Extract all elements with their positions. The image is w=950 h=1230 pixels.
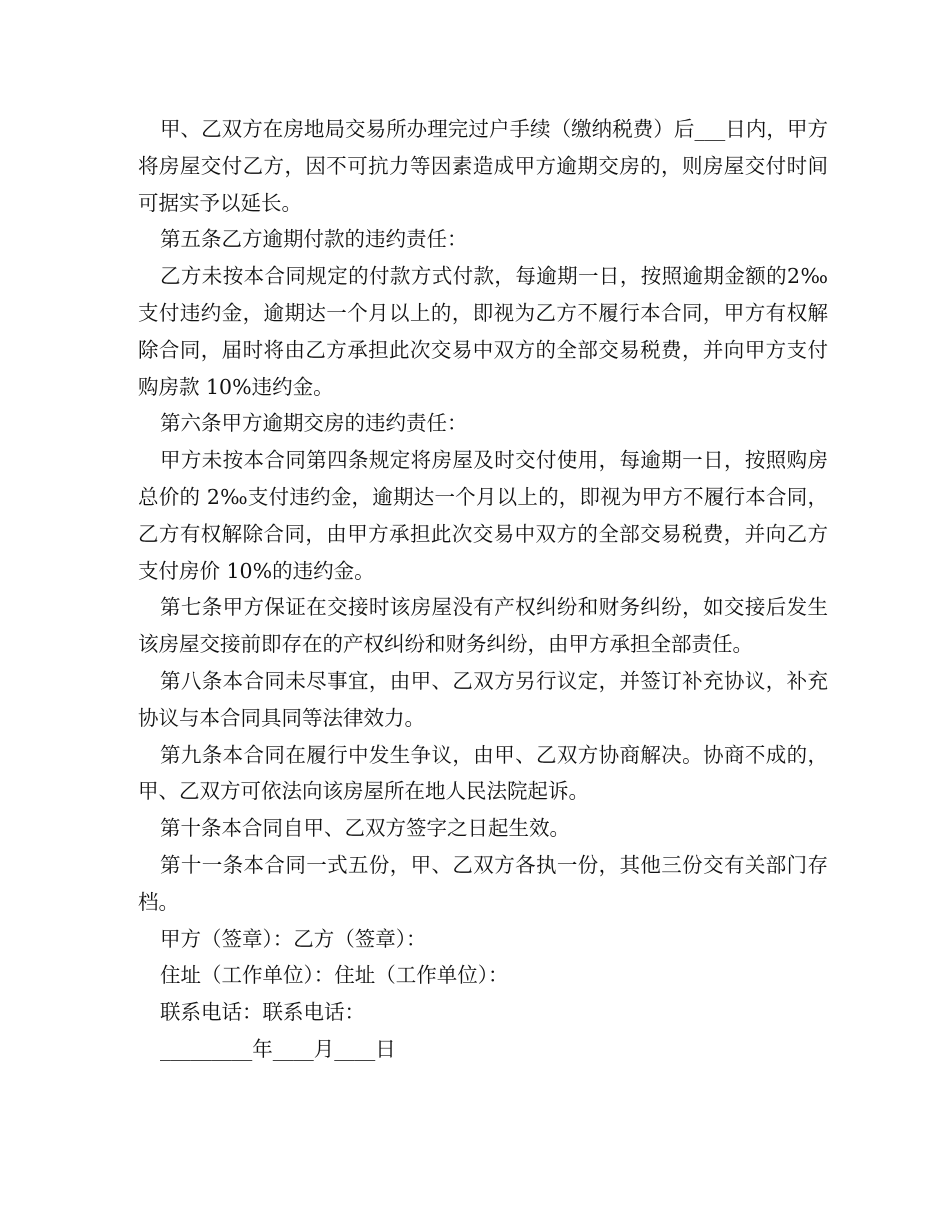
signature-line: 甲方（签章）：乙方（签章）： bbox=[160, 926, 427, 951]
address-line: 住址（工作单位）：住址（工作单位）： bbox=[160, 963, 509, 988]
clause-delivery-terms: 甲、乙双方在房地局交易所办理完过户手续（缴纳税费）后___日内，甲方将房屋交付乙方，因不可抗力等因素造成甲方逾期交房的，则房屋交付时间可据实予以延长。 bbox=[138, 117, 828, 215]
clause-11: 第十一条本合同一式五份，甲、乙双方各执一份，其他三份交有关部门存档。 bbox=[138, 852, 828, 914]
clause-8: 第八条本合同未尽事宜，由甲、乙双方另行议定，并签订补充协议，补充协议与本合同具同等法律效力。 bbox=[138, 668, 828, 730]
clause-5-body: 乙方未按本合同规定的付款方式付款，每逾期一日，按照逾期金额的2‰支付违约金，逾期达一个月以上的，即视为乙方不履行本合同，甲方有权解除合同，届时将由乙方承担此次交易中双方的全部交易税费，并向甲方支付购房款 10%违约金。 bbox=[138, 264, 828, 399]
clause-5-heading: 第五条乙方逾期付款的违约责任： bbox=[160, 227, 468, 252]
date-line: _________年____月____日 bbox=[160, 1036, 396, 1061]
clause-10: 第十条本合同自甲、乙双方签字之日起生效。 bbox=[160, 816, 570, 841]
contract-body bbox=[138, 111, 828, 1068]
phone-line: 联系电话：联系电话： bbox=[160, 1000, 365, 1025]
clause-7: 第七条甲方保证在交接时该房屋没有产权纠纷和财务纠纷，如交接后发生该房屋交接前即存在的产权纠纷和财务纠纷，由甲方承担全部责任。 bbox=[138, 595, 828, 657]
clause-6-heading: 第六条甲方逾期交房的违约责任： bbox=[160, 411, 468, 436]
clause-9: 第九条本合同在履行中发生争议，由甲、乙双方协商解决。协商不成的，甲、乙双方可依法向该房屋所在地人民法院起诉。 bbox=[138, 742, 828, 804]
clause-6-body: 甲方未按本合同第四条规定将房屋及时交付使用，每逾期一日，按照购房总价的 2‰支付违约金，逾期达一个月以上的，即视为甲方不履行本合同，乙方有权解除合同，由甲方承担此次交易中双方的全部交易税费，并向乙方支付房价 10%的违约金。 bbox=[138, 448, 828, 583]
